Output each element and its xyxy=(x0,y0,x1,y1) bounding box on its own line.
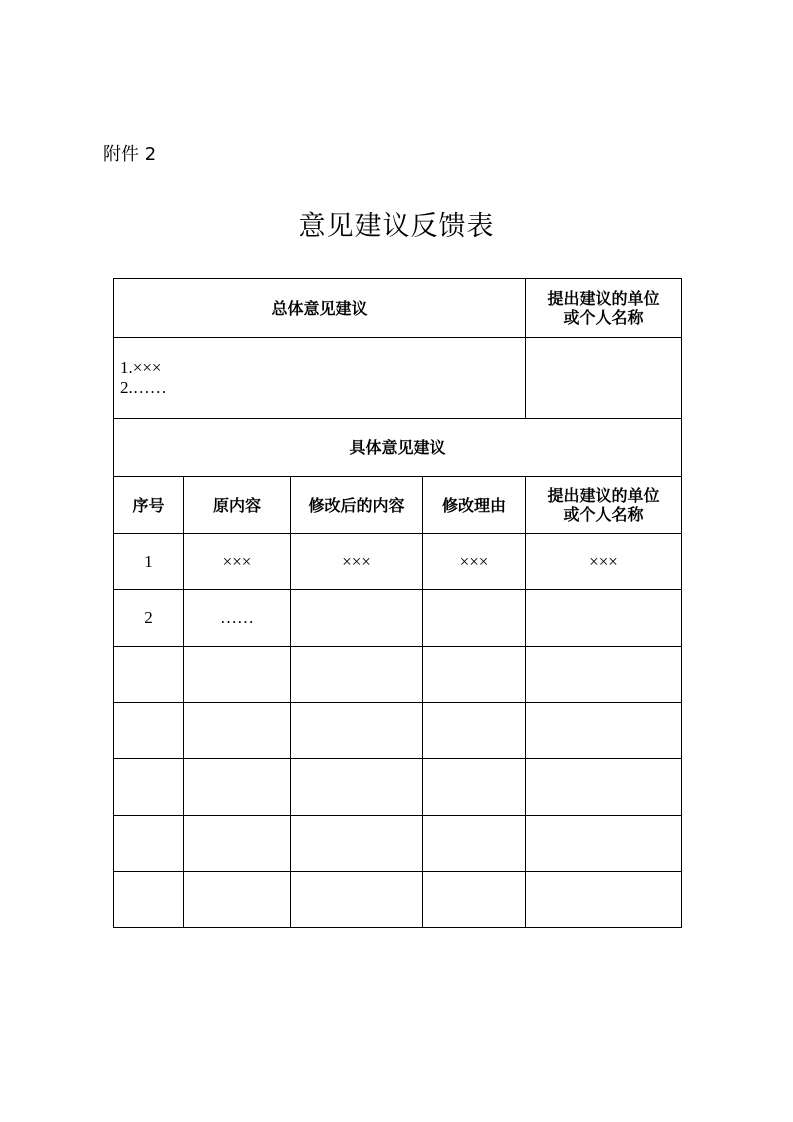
cell-revised[interactable] xyxy=(291,816,423,872)
table-row xyxy=(114,590,682,647)
cell-revised[interactable] xyxy=(291,590,423,647)
cell-submitter[interactable] xyxy=(526,703,682,759)
cell-reason[interactable] xyxy=(423,759,526,816)
col-header-reason: 修改理由 xyxy=(423,477,526,534)
cell-revised[interactable] xyxy=(291,872,423,928)
cell-original[interactable]: ××× xyxy=(184,534,291,590)
cell-number[interactable] xyxy=(114,872,184,928)
cell-submitter[interactable] xyxy=(526,590,682,647)
table-row xyxy=(114,534,682,590)
cell-number[interactable] xyxy=(114,759,184,816)
col-header-number: 序号 xyxy=(114,477,184,534)
table-row xyxy=(114,647,682,703)
cell-reason[interactable] xyxy=(423,872,526,928)
cell-number[interactable] xyxy=(114,647,184,703)
cell-number[interactable]: 2 xyxy=(114,590,184,647)
cell-revised[interactable] xyxy=(291,759,423,816)
cell-reason[interactable] xyxy=(423,816,526,872)
cell-original[interactable] xyxy=(184,703,291,759)
general-content[interactable]: 1.××× 2.…… xyxy=(114,338,526,419)
cell-submitter[interactable] xyxy=(526,647,682,703)
cell-number[interactable] xyxy=(114,816,184,872)
cell-reason[interactable] xyxy=(423,590,526,647)
cell-revised[interactable] xyxy=(291,647,423,703)
general-submitter-header: 提出建议的单位 或个人名称 xyxy=(526,279,682,338)
specific-header: 具体意见建议 xyxy=(114,419,682,477)
cell-number[interactable] xyxy=(114,703,184,759)
cell-original[interactable] xyxy=(184,647,291,703)
cell-reason[interactable] xyxy=(423,703,526,759)
general-header: 总体意见建议 xyxy=(114,279,526,338)
cell-original[interactable]: …… xyxy=(184,590,291,647)
cell-original[interactable] xyxy=(184,872,291,928)
feedback-table xyxy=(113,278,682,928)
general-submitter-cell[interactable] xyxy=(526,338,682,419)
cell-original[interactable] xyxy=(184,759,291,816)
cell-revised[interactable] xyxy=(291,703,423,759)
table-row xyxy=(114,816,682,872)
table-row xyxy=(114,872,682,928)
col-header-original: 原内容 xyxy=(184,477,291,534)
cell-number[interactable]: 1 xyxy=(114,534,184,590)
cell-reason[interactable] xyxy=(423,647,526,703)
table-row xyxy=(114,759,682,816)
cell-original[interactable] xyxy=(184,816,291,872)
cell-submitter[interactable] xyxy=(526,816,682,872)
cell-submitter[interactable] xyxy=(526,759,682,816)
table-row xyxy=(114,703,682,759)
cell-submitter[interactable] xyxy=(526,872,682,928)
col-header-revised: 修改后的内容 xyxy=(291,477,423,534)
page-title: 意见建议反馈表 xyxy=(298,211,495,242)
cell-revised[interactable]: ××× xyxy=(291,534,423,590)
cell-reason[interactable]: ××× xyxy=(423,534,526,590)
col-header-submitter: 提出建议的单位 或个人名称 xyxy=(526,477,682,534)
cell-submitter[interactable]: ××× xyxy=(526,534,682,590)
attachment-label: 附件 2 xyxy=(103,144,157,165)
